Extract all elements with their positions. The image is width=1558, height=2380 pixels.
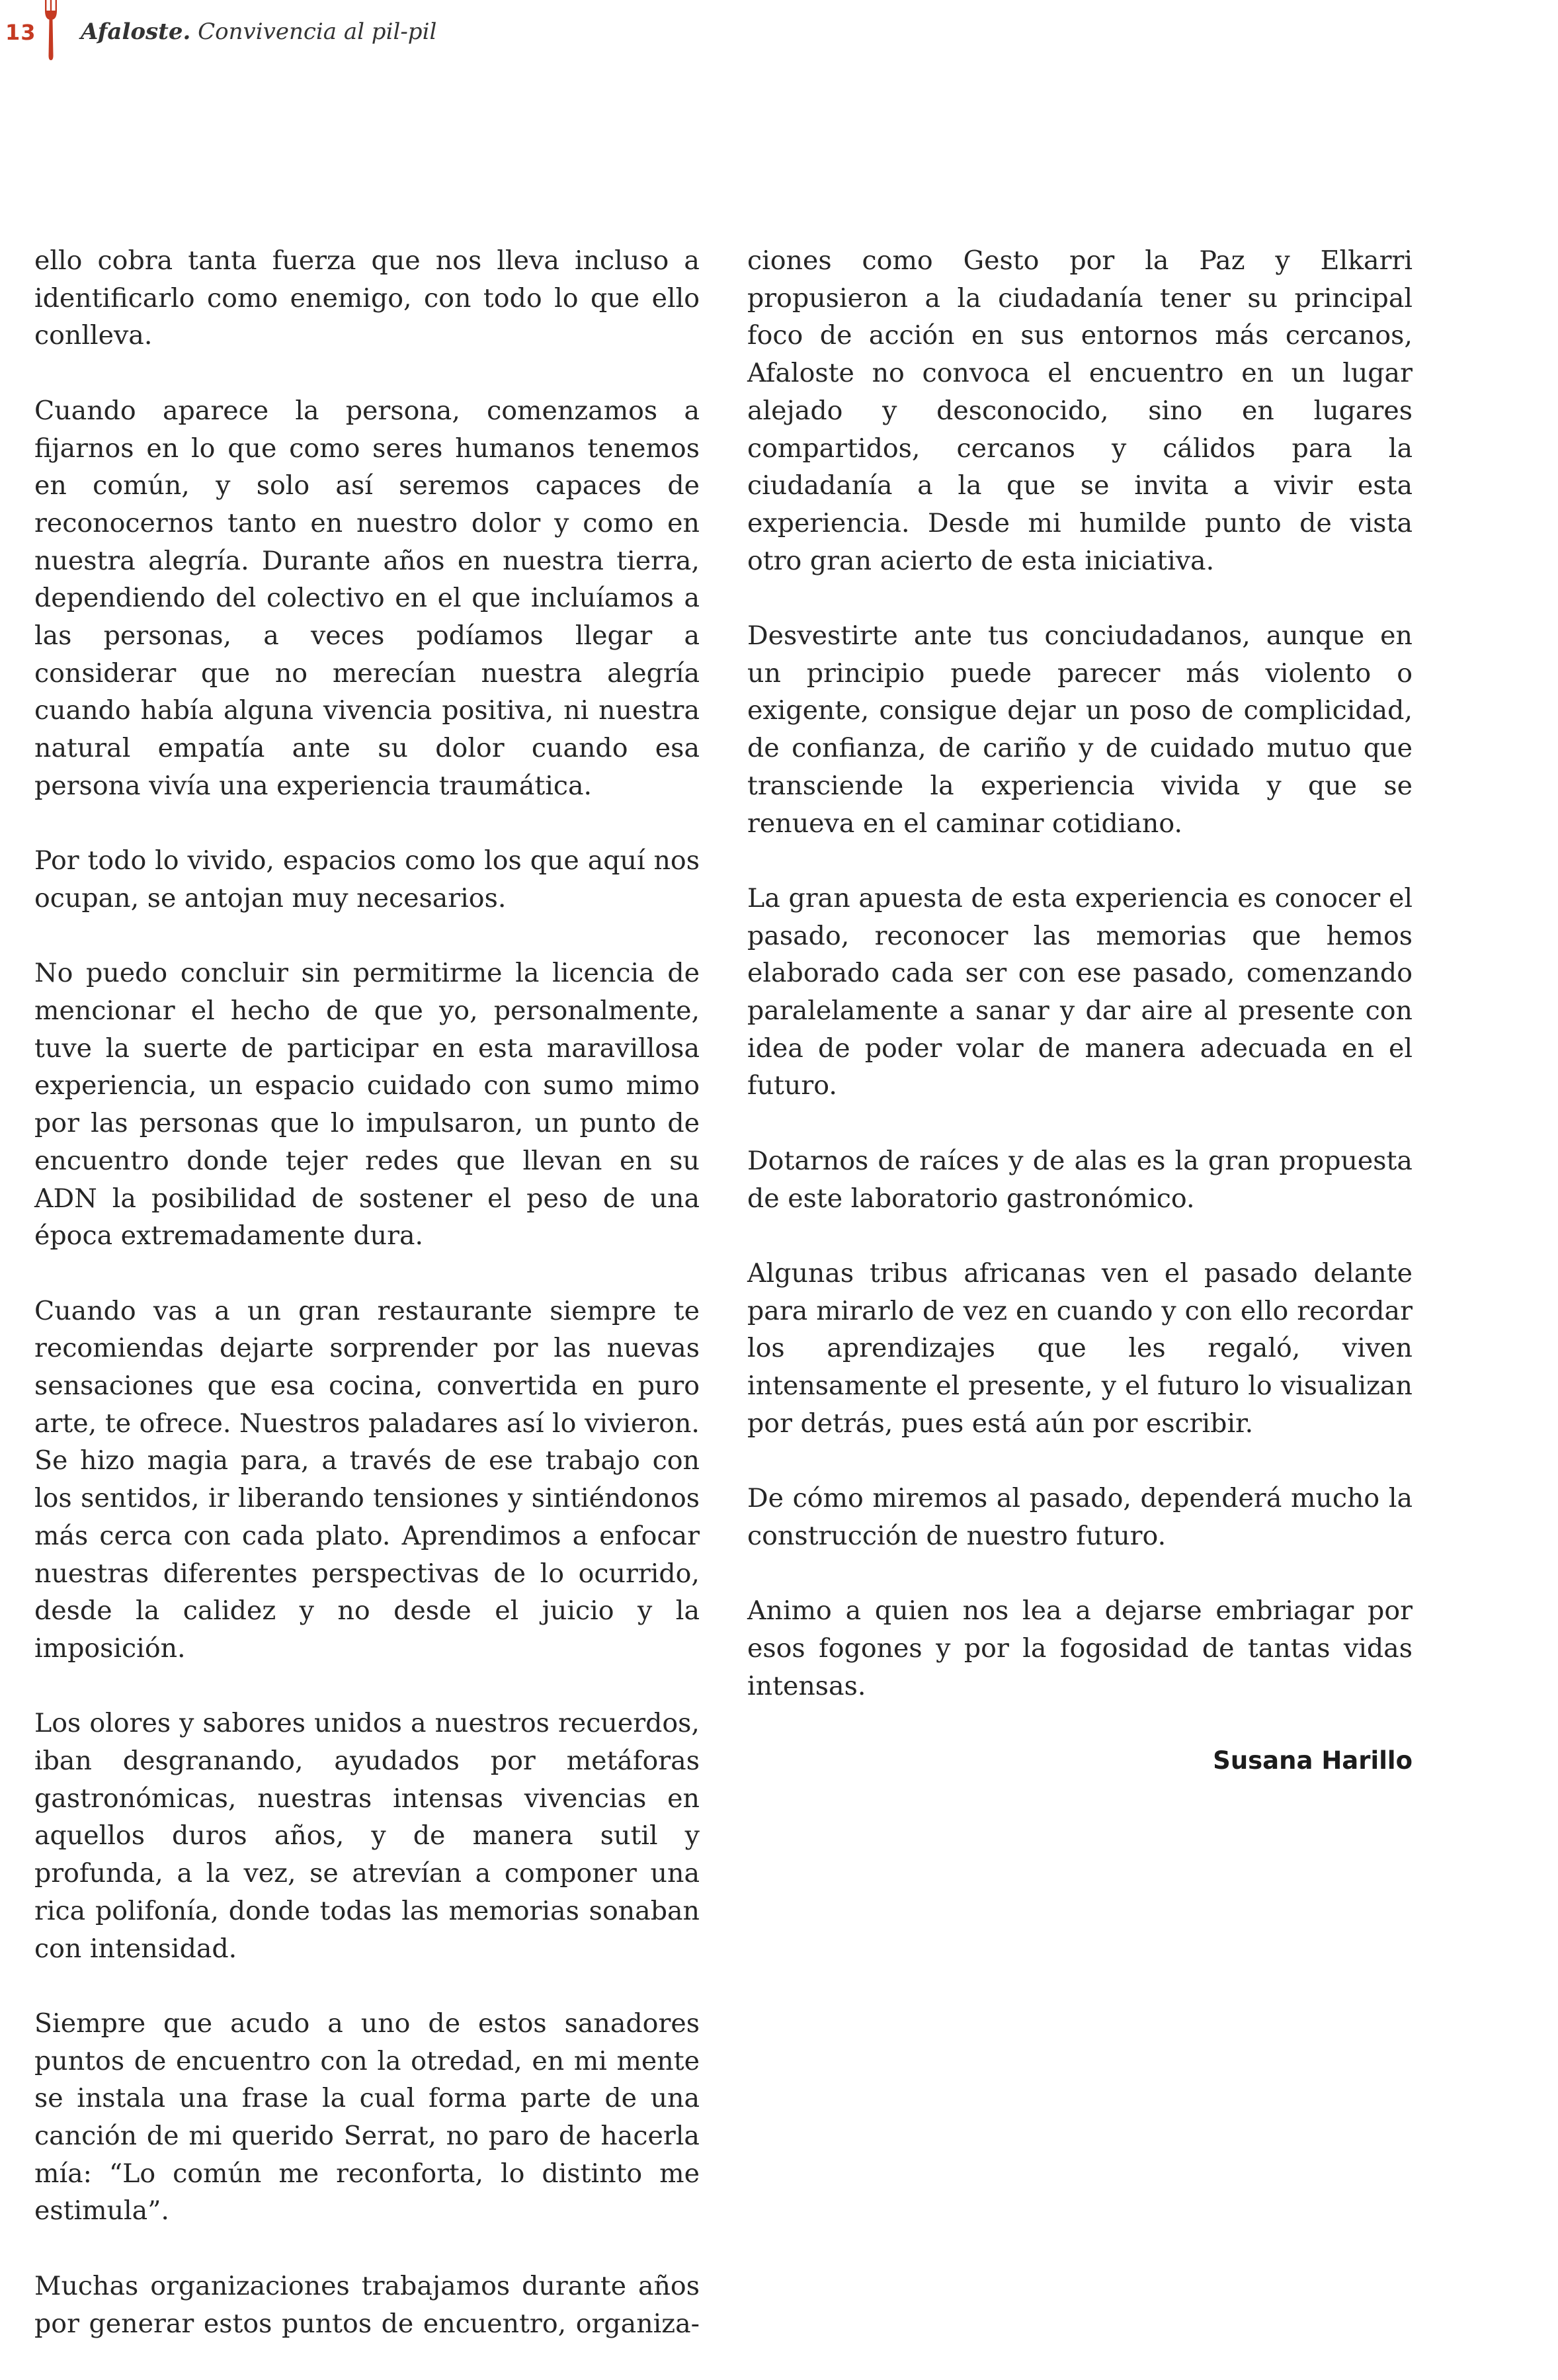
body-paragraph: Animo a quien nos lea a dejarse embriagar por esos fogones y por la fogosidad de tantas vidas intensas. (747, 1595, 1413, 1701)
body-paragraph: Por todo lo vivido, espacios como los que aquí nos ocupan, se antojan muy necesarios. (34, 845, 700, 914)
body-paragraph: Cuando aparece la persona, comenzamos a fijarnos en lo que como seres humanos tenemos en común, y solo así seremos capaces de reconocernos tanto en nuestro dolor y como en nuestra alegría. Durante años en nuestra tierra, dependiendo del colectivo en el que incluíamos a las personas, a veces podíamos llegar a considerar que no merecían nuestra alegría cuando había alguna vivencia positiva, ni nuestra natural empatía ante su dolor cuando esa persona vivía una experiencia traumática. (34, 395, 700, 801)
body-paragraph: Los olores y sabores unidos a nuestros recuerdos, iban desgranando, ayudados por metáforas gastronómicas, nuestras intensas vivencias en aquellos duros años, y de manera sutil y profunda, a la vez, se atrevían a componer una rica polifonía, donde todas las memorias sonaban con intensidad. (34, 1708, 700, 1964)
body-paragraph: Algunas tribus africanas ven el pasado delante para mirarlo de vez en cuando y con ello recordar los aprendizajes que les regaló, viven intensamente el presente, y el futuro lo visualizan por detrás, pues está aún por escribir. (747, 1257, 1413, 1439)
page-number: 13 (5, 20, 36, 45)
author-signature: Susana Harillo (1213, 1746, 1413, 1775)
body-paragraph: Cuando vas a un gran restaurante siempre te recomiendas dejarte sorprender por las nuevas sensaciones que esa cocina, convertida en puro arte, te ofrece. Nuestros paladares así lo vivieron. Se hizo magia para, a través de ese trabajo con los sentidos, ir liberando tensiones y sintiéndonos más cerca con cada plato. Aprendimos a enfocar nuestras diferentes perspectivas de lo ocurrido, desde la calidez y no desde el juicio y la imposición. (34, 1295, 700, 1664)
body-paragraph: ciones como Gesto por la Paz y Elkarri propusieron a la ciudadanía tener su principal foco de acción en sus entornos más cercanos, Afaloste no convoca el encuentro en un lugar alejado y desconocido, sino en lugares compartidos, cercanos y cálidos para la ciudadanía a la que se invita a vivir esta experiencia. Desde mi humilde punto de vista otro gran acierto de esta iniciativa. (747, 245, 1413, 576)
page-header (0, 0, 1558, 73)
right-column (747, 242, 1413, 1817)
body-paragraph: Dotarnos de raíces y de alas es la gran propuesta de este laboratorio gastronómico. (747, 1145, 1413, 1214)
body-paragraph: De cómo miremos al pasado, dependerá mucho la construcción de nuestro futuro. (747, 1483, 1413, 1551)
fork-icon (44, 0, 58, 61)
running-head (81, 19, 436, 45)
publication-name: Afaloste. (81, 19, 191, 45)
body-paragraph: La gran apuesta de esta experiencia es conocer el pasado, reconocer las memorias que hemos elaborado cada ser con ese pasado, comenzando paralelamente a sanar y dar aire al presente con idea de poder volar de manera adecuada en el futuro. (747, 882, 1413, 1101)
body-paragraph: ello cobra tanta fuerza que nos lleva incluso a identificarlo como enemigo, con todo lo que ello conlleva. (34, 245, 700, 351)
body-paragraph: Desvestirte ante tus conciudadanos, aunque en un principio puede parecer más violento o exigente, consigue dejar un poso de complicidad, de confianza, de cariño y de cuidado mutuo que transciende la experiencia vivida y que se renueva en el caminar cotidiano. (747, 620, 1413, 839)
publication-subtitle: Convivencia al pil-pil (190, 19, 437, 45)
body-paragraph: No puedo concluir sin permitirme la licencia de mencionar el hecho de que yo, personalmente, tuve la suerte de participar en esta maravillosa experiencia, un espacio cuidado con sumo mimo por las personas que lo impulsaron, un punto de encuentro donde tejer redes que llevan en su ADN la posibilidad de sostener el peso de una época extremadamente dura. (34, 958, 700, 1252)
left-column (34, 242, 700, 2380)
body-paragraph: Siempre que acudo a uno de estos sanadores puntos de encuentro con la otredad, en mi mente se instala una frase la cual forma parte de una canción de mi querido Serrat, no paro de hacerla mía: “Lo común me reconforta, lo distinto me estimula”. (34, 2008, 700, 2227)
body-paragraph: Muchas organizaciones trabajamos durante años por generar estos puntos de encuentro, organiza- (34, 2270, 700, 2339)
